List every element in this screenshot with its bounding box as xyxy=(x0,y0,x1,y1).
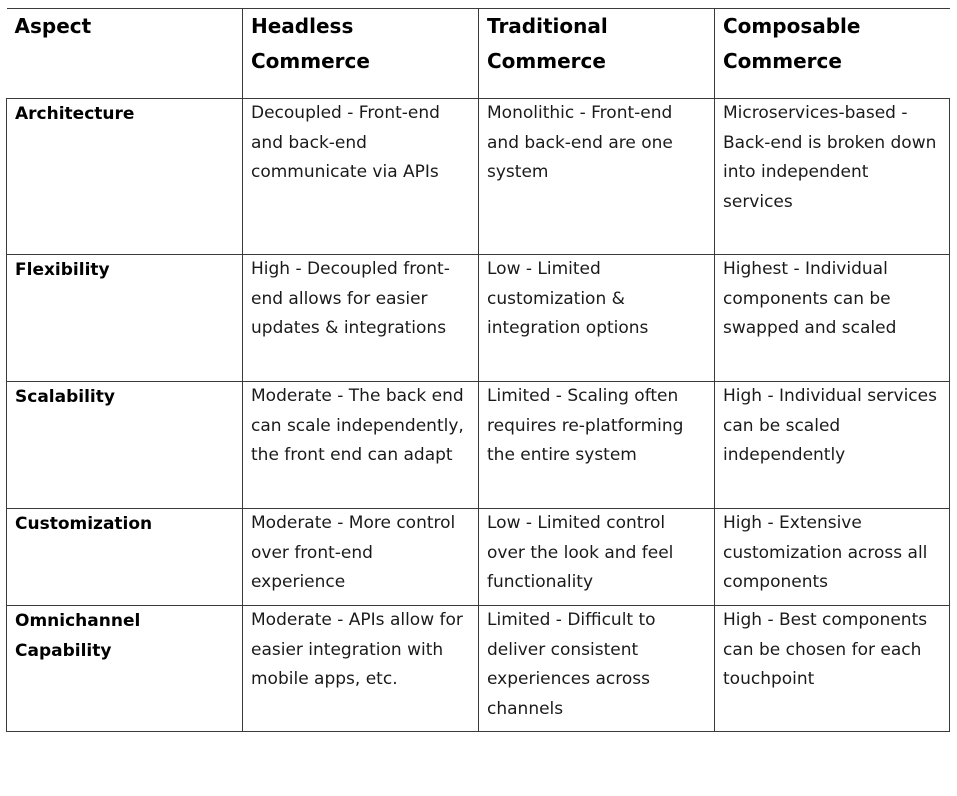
row-aspect-label: Customization xyxy=(7,509,243,606)
headless-cell: Decoupled - Front-end and back-end communicate via APIs xyxy=(243,99,479,255)
composable-cell: Highest - Individual components can be swapped and scaled xyxy=(715,255,950,382)
traditional-cell: Low - Limited control over the look and feel functionality xyxy=(479,509,715,606)
composable-cell: High - Best components can be chosen for each touchpoint xyxy=(715,606,950,732)
header-traditional-commerce: Traditional Commerce xyxy=(479,9,715,99)
row-aspect-label: Scalability xyxy=(7,382,243,509)
table-row xyxy=(7,255,950,382)
header-row xyxy=(7,9,950,99)
traditional-cell: Limited - Difficult to deliver consistent experiences across channels xyxy=(479,606,715,732)
headless-cell: Moderate - More control over front-end experience xyxy=(243,509,479,606)
traditional-cell: Low - Limited customization & integration options xyxy=(479,255,715,382)
headless-cell: Moderate - APIs allow for easier integration with mobile apps, etc. xyxy=(243,606,479,732)
composable-cell: High - Extensive customization across all components xyxy=(715,509,950,606)
table-row xyxy=(7,382,950,509)
table-row xyxy=(7,509,950,606)
table-row xyxy=(7,99,950,255)
traditional-cell: Limited - Scaling often requires re-platforming the entire system xyxy=(479,382,715,509)
row-aspect-label: Omnichannel Capability xyxy=(7,606,243,732)
headless-cell: High - Decoupled front-end allows for easier updates & integrations xyxy=(243,255,479,382)
table-row xyxy=(7,606,950,732)
headless-cell: Moderate - The back end can scale independently, the front end can adapt xyxy=(243,382,479,509)
header-headless-commerce: Headless Commerce xyxy=(243,9,479,99)
traditional-cell: Monolithic - Front-end and back-end are one system xyxy=(479,99,715,255)
composable-cell: High - Individual services can be scaled independently xyxy=(715,382,950,509)
comparison-table xyxy=(6,8,950,732)
header-aspect: Aspect xyxy=(7,9,243,99)
header-composable-commerce: Composable Commerce xyxy=(715,9,950,99)
row-aspect-label: Flexibility xyxy=(7,255,243,382)
row-aspect-label: Architecture xyxy=(7,99,243,255)
composable-cell: Microservices-based - Back-end is broken down into independent services xyxy=(715,99,950,255)
